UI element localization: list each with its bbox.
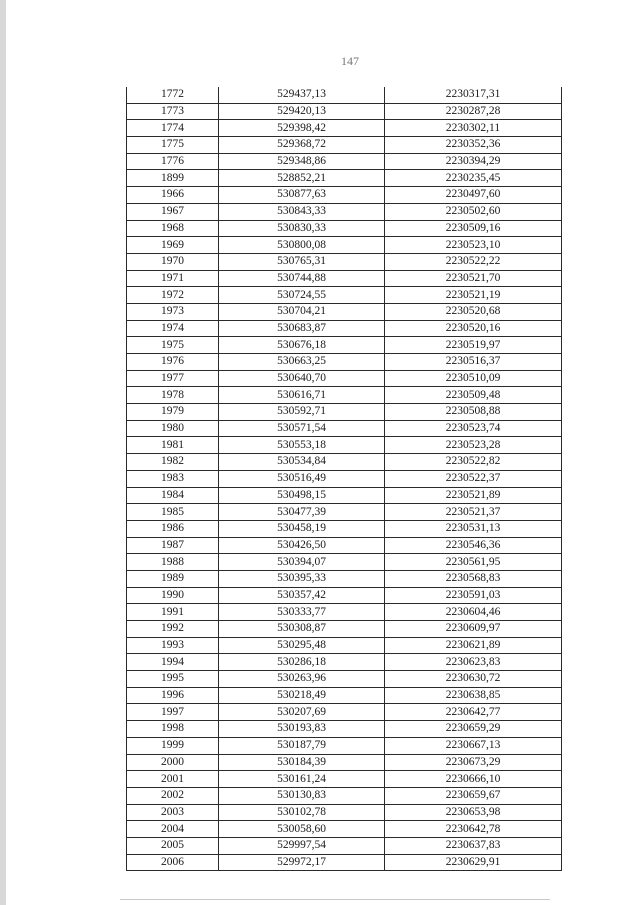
table-row <box>127 621 562 638</box>
table-row <box>127 487 562 504</box>
point-number-cell: 1990 <box>127 587 219 604</box>
y-coordinate-cell: 2230522,22 <box>385 253 562 270</box>
table-row <box>127 570 562 587</box>
table-row <box>127 337 562 354</box>
point-number-cell: 1986 <box>127 520 219 537</box>
x-coordinate-cell: 530130,83 <box>219 787 385 804</box>
x-coordinate-cell: 530553,18 <box>219 437 385 454</box>
table-row <box>127 771 562 788</box>
y-coordinate-cell: 2230591,03 <box>385 587 562 604</box>
point-number-cell: 1776 <box>127 153 219 170</box>
y-coordinate-cell: 2230642,78 <box>385 821 562 838</box>
y-coordinate-cell: 2230520,16 <box>385 320 562 337</box>
y-coordinate-cell: 2230659,67 <box>385 787 562 804</box>
table-row <box>127 303 562 320</box>
table-row <box>127 237 562 254</box>
table-row <box>127 654 562 671</box>
y-coordinate-cell: 2230546,36 <box>385 537 562 554</box>
point-number-cell: 1993 <box>127 637 219 654</box>
table-row <box>127 504 562 521</box>
table-row <box>127 721 562 738</box>
table-row <box>127 203 562 220</box>
y-coordinate-cell: 2230287,28 <box>385 103 562 120</box>
x-coordinate-cell: 530498,15 <box>219 487 385 504</box>
x-coordinate-cell: 530161,24 <box>219 771 385 788</box>
point-number-cell: 1994 <box>127 654 219 671</box>
x-coordinate-cell: 530744,88 <box>219 270 385 287</box>
point-number-cell: 1975 <box>127 337 219 354</box>
table-row <box>127 187 562 204</box>
point-number-cell: 1998 <box>127 721 219 738</box>
point-number-cell: 1978 <box>127 387 219 404</box>
x-coordinate-cell: 529997,54 <box>219 837 385 854</box>
point-number-cell: 1995 <box>127 671 219 688</box>
page-footer-line <box>120 899 550 900</box>
x-coordinate-cell: 530058,60 <box>219 821 385 838</box>
y-coordinate-cell: 2230502,60 <box>385 203 562 220</box>
y-coordinate-cell: 2230521,19 <box>385 287 562 304</box>
x-coordinate-cell: 530458,19 <box>219 520 385 537</box>
point-number-cell: 2003 <box>127 804 219 821</box>
y-coordinate-cell: 2230352,36 <box>385 137 562 154</box>
table-row <box>127 587 562 604</box>
y-coordinate-cell: 2230522,37 <box>385 470 562 487</box>
x-coordinate-cell: 530333,77 <box>219 604 385 621</box>
point-number-cell: 2004 <box>127 821 219 838</box>
x-coordinate-cell: 530207,69 <box>219 704 385 721</box>
table-row <box>127 354 562 371</box>
x-coordinate-cell: 530102,78 <box>219 804 385 821</box>
table-row <box>127 804 562 821</box>
table-row <box>127 787 562 804</box>
point-number-cell: 1989 <box>127 570 219 587</box>
point-number-cell: 1972 <box>127 287 219 304</box>
y-coordinate-cell: 2230516,37 <box>385 354 562 371</box>
x-coordinate-cell: 530395,33 <box>219 570 385 587</box>
y-coordinate-cell: 2230508,88 <box>385 404 562 421</box>
table-row <box>127 604 562 621</box>
y-coordinate-cell: 2230561,95 <box>385 554 562 571</box>
point-number-cell: 1969 <box>127 237 219 254</box>
table-row <box>127 470 562 487</box>
table-row <box>127 437 562 454</box>
y-coordinate-cell: 2230638,85 <box>385 687 562 704</box>
point-number-cell: 1988 <box>127 554 219 571</box>
x-coordinate-cell: 530357,42 <box>219 587 385 604</box>
point-number-cell: 1772 <box>127 87 219 103</box>
x-coordinate-cell: 530184,39 <box>219 754 385 771</box>
table-row <box>127 404 562 421</box>
point-number-cell: 1996 <box>127 687 219 704</box>
y-coordinate-cell: 2230630,72 <box>385 671 562 688</box>
table-row <box>127 253 562 270</box>
y-coordinate-cell: 2230623,83 <box>385 654 562 671</box>
x-coordinate-cell: 530426,50 <box>219 537 385 554</box>
point-number-cell: 1987 <box>127 537 219 554</box>
y-coordinate-cell: 2230642,77 <box>385 704 562 721</box>
x-coordinate-cell: 530193,83 <box>219 721 385 738</box>
point-number-cell: 1968 <box>127 220 219 237</box>
x-coordinate-cell: 530843,33 <box>219 203 385 220</box>
x-coordinate-cell: 530676,18 <box>219 337 385 354</box>
coordinates-table <box>126 87 562 871</box>
y-coordinate-cell: 2230667,13 <box>385 737 562 754</box>
y-coordinate-cell: 2230509,16 <box>385 220 562 237</box>
y-coordinate-cell: 2230317,31 <box>385 87 562 103</box>
x-coordinate-cell: 530394,07 <box>219 554 385 571</box>
x-coordinate-cell: 530516,49 <box>219 470 385 487</box>
point-number-cell: 1982 <box>127 454 219 471</box>
point-number-cell: 1774 <box>127 120 219 137</box>
y-coordinate-cell: 2230509,48 <box>385 387 562 404</box>
x-coordinate-cell: 530286,18 <box>219 654 385 671</box>
coordinates-table-body <box>127 87 562 871</box>
table-row <box>127 837 562 854</box>
x-coordinate-cell: 530477,39 <box>219 504 385 521</box>
x-coordinate-cell: 530724,55 <box>219 287 385 304</box>
x-coordinate-cell: 530616,71 <box>219 387 385 404</box>
point-number-cell: 1981 <box>127 437 219 454</box>
point-number-cell: 1983 <box>127 470 219 487</box>
x-coordinate-cell: 530683,87 <box>219 320 385 337</box>
y-coordinate-cell: 2230521,37 <box>385 504 562 521</box>
table-row <box>127 737 562 754</box>
table-row <box>127 270 562 287</box>
table-row <box>127 537 562 554</box>
y-coordinate-cell: 2230673,29 <box>385 754 562 771</box>
table-row <box>127 370 562 387</box>
point-number-cell: 1973 <box>127 303 219 320</box>
x-coordinate-cell: 529437,13 <box>219 87 385 103</box>
table-row <box>127 637 562 654</box>
x-coordinate-cell: 529368,72 <box>219 137 385 154</box>
y-coordinate-cell: 2230666,10 <box>385 771 562 788</box>
x-coordinate-cell: 530187,79 <box>219 737 385 754</box>
x-coordinate-cell: 530765,31 <box>219 253 385 270</box>
table-row <box>127 87 562 103</box>
table-row <box>127 170 562 187</box>
y-coordinate-cell: 2230609,97 <box>385 621 562 638</box>
table-row <box>127 103 562 120</box>
point-number-cell: 1967 <box>127 203 219 220</box>
point-number-cell: 1976 <box>127 354 219 371</box>
point-number-cell: 2006 <box>127 854 219 871</box>
point-number-cell: 1966 <box>127 187 219 204</box>
x-coordinate-cell: 530704,21 <box>219 303 385 320</box>
table-row <box>127 137 562 154</box>
x-coordinate-cell: 530800,08 <box>219 237 385 254</box>
x-coordinate-cell: 530592,71 <box>219 404 385 421</box>
y-coordinate-cell: 2230659,29 <box>385 721 562 738</box>
point-number-cell: 1979 <box>127 404 219 421</box>
table-row <box>127 420 562 437</box>
table-row <box>127 687 562 704</box>
x-coordinate-cell: 530534,84 <box>219 454 385 471</box>
y-coordinate-cell: 2230604,46 <box>385 604 562 621</box>
y-coordinate-cell: 2230531,13 <box>385 520 562 537</box>
point-number-cell: 1997 <box>127 704 219 721</box>
point-number-cell: 1775 <box>127 137 219 154</box>
y-coordinate-cell: 2230521,70 <box>385 270 562 287</box>
point-number-cell: 2002 <box>127 787 219 804</box>
point-number-cell: 1980 <box>127 420 219 437</box>
y-coordinate-cell: 2230302,11 <box>385 120 562 137</box>
x-coordinate-cell: 528852,21 <box>219 170 385 187</box>
table-row <box>127 387 562 404</box>
table-row <box>127 704 562 721</box>
table-row <box>127 287 562 304</box>
y-coordinate-cell: 2230394,29 <box>385 153 562 170</box>
table-row <box>127 854 562 871</box>
point-number-cell: 1773 <box>127 103 219 120</box>
point-number-cell: 1999 <box>127 737 219 754</box>
x-coordinate-cell: 529398,42 <box>219 120 385 137</box>
x-coordinate-cell: 530263,96 <box>219 671 385 688</box>
y-coordinate-cell: 2230521,89 <box>385 487 562 504</box>
table-row <box>127 821 562 838</box>
point-number-cell: 2005 <box>127 837 219 854</box>
table-row <box>127 153 562 170</box>
point-number-cell: 2000 <box>127 754 219 771</box>
x-coordinate-cell: 530295,48 <box>219 637 385 654</box>
page-number: 147 <box>341 54 359 68</box>
y-coordinate-cell: 2230497,60 <box>385 187 562 204</box>
y-coordinate-cell: 2230523,28 <box>385 437 562 454</box>
point-number-cell: 1984 <box>127 487 219 504</box>
point-number-cell: 1974 <box>127 320 219 337</box>
y-coordinate-cell: 2230520,68 <box>385 303 562 320</box>
point-number-cell: 1899 <box>127 170 219 187</box>
y-coordinate-cell: 2230621,89 <box>385 637 562 654</box>
point-number-cell: 1971 <box>127 270 219 287</box>
y-coordinate-cell: 2230523,10 <box>385 237 562 254</box>
x-coordinate-cell: 529972,17 <box>219 854 385 871</box>
point-number-cell: 1985 <box>127 504 219 521</box>
y-coordinate-cell: 2230568,83 <box>385 570 562 587</box>
table-row <box>127 754 562 771</box>
x-coordinate-cell: 530308,87 <box>219 621 385 638</box>
point-number-cell: 2001 <box>127 771 219 788</box>
y-coordinate-cell: 2230510,09 <box>385 370 562 387</box>
x-coordinate-cell: 529420,13 <box>219 103 385 120</box>
table-row <box>127 520 562 537</box>
point-number-cell: 1970 <box>127 253 219 270</box>
table-row <box>127 671 562 688</box>
x-coordinate-cell: 530663,25 <box>219 354 385 371</box>
table-row <box>127 454 562 471</box>
point-number-cell: 1992 <box>127 621 219 638</box>
x-coordinate-cell: 530640,70 <box>219 370 385 387</box>
table-row <box>127 120 562 137</box>
x-coordinate-cell: 530830,33 <box>219 220 385 237</box>
table-row <box>127 320 562 337</box>
y-coordinate-cell: 2230523,74 <box>385 420 562 437</box>
x-coordinate-cell: 530877,63 <box>219 187 385 204</box>
point-number-cell: 1991 <box>127 604 219 621</box>
table-row <box>127 220 562 237</box>
x-coordinate-cell: 529348,86 <box>219 153 385 170</box>
x-coordinate-cell: 530571,54 <box>219 420 385 437</box>
y-coordinate-cell: 2230519,97 <box>385 337 562 354</box>
scan-edge <box>0 0 6 905</box>
y-coordinate-cell: 2230637,83 <box>385 837 562 854</box>
table-row <box>127 554 562 571</box>
y-coordinate-cell: 2230653,98 <box>385 804 562 821</box>
point-number-cell: 1977 <box>127 370 219 387</box>
x-coordinate-cell: 530218,49 <box>219 687 385 704</box>
y-coordinate-cell: 2230629,91 <box>385 854 562 871</box>
y-coordinate-cell: 2230235,45 <box>385 170 562 187</box>
y-coordinate-cell: 2230522,82 <box>385 454 562 471</box>
